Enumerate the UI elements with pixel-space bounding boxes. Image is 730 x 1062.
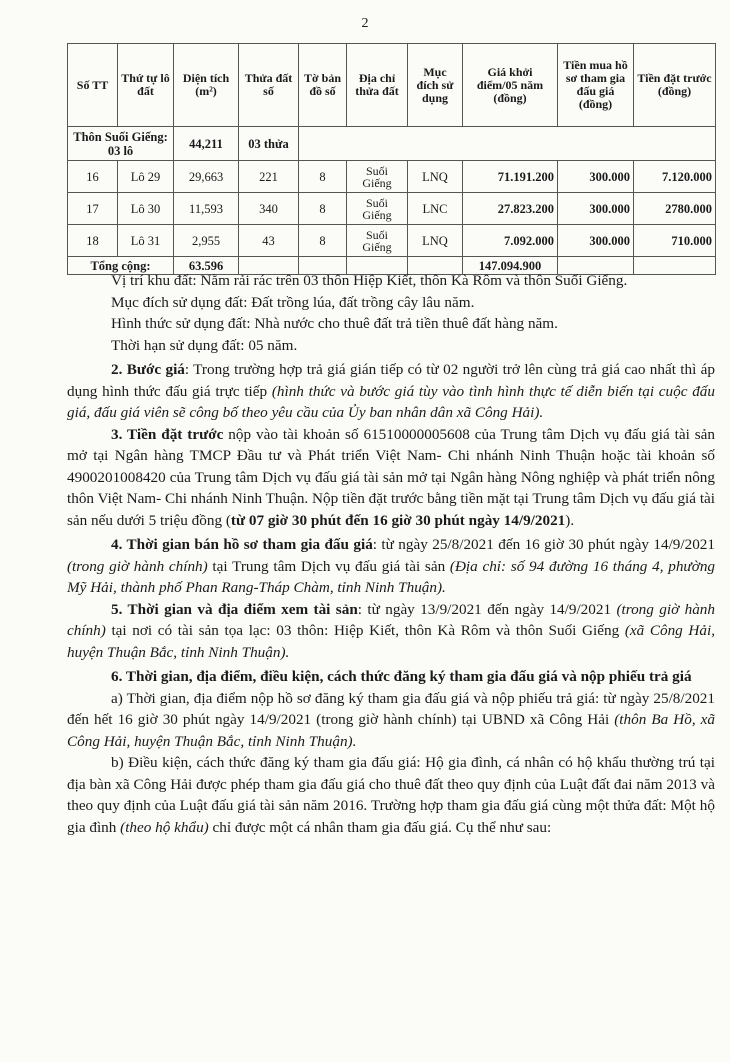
document-body — [67, 270, 715, 838]
table-row — [68, 225, 716, 257]
section-5-italic-1: (trong giờ hành chính) — [67, 600, 715, 639]
auction-table — [67, 43, 716, 275]
table-group-row — [68, 127, 716, 161]
cell-parcel: 221 — [239, 161, 299, 193]
section-2-title: 2. Bước giá — [111, 361, 185, 378]
section-5-text-2: tại nơi có tài sản tọa lạc: 03 thôn: Hiệp Kiết, thôn Kà Rôm và thôn Suối Giếng — [105, 622, 625, 639]
section-3-bold: từ 07 giờ 30 phút đến 16 giờ 30 phút ngày 14/9/2021 — [230, 511, 566, 529]
cell-area: 11,593 — [174, 193, 239, 225]
cell-deposit: 710.000 — [634, 225, 716, 257]
group-empty — [299, 127, 716, 161]
section-3-end: ). — [565, 511, 575, 529]
section-2-text: : Trong trường hợp trả giá gián tiếp có từ 02 người trở lên cùng trả giá cao nhất thì áp dụng hình thức đấu giá trực tiếp — [67, 361, 715, 400]
group-label: Thôn Suối Giếng: 03 lô — [68, 127, 174, 161]
cell-lot: Lô 29 — [118, 161, 174, 193]
cell-fee: 300.000 — [558, 225, 634, 257]
section-5-italic-2: (xã Công Hải, huyện Thuận Bắc, tỉnh Ninh Thuận). — [67, 622, 715, 661]
section-6b-italic: (theo hộ khẩu) — [120, 818, 209, 836]
section-6a — [67, 688, 715, 753]
cell-stt: 17 — [68, 193, 118, 225]
section-4-dossier-sale — [67, 534, 715, 599]
section-4-text-2: tại Trung tâm Dịch vụ đấu giá tài sản — [207, 557, 450, 575]
header-deposit: Tiền đặt trước (đồng) — [634, 44, 716, 127]
page-number: 2 — [361, 16, 369, 31]
header-map-sheet: Tờ bản đồ số — [299, 44, 347, 127]
section-3-title: 3. Tiền đặt trước — [111, 425, 224, 443]
cell-fee: 300.000 — [558, 193, 634, 225]
cell-start-price: 7.092.000 — [463, 225, 558, 257]
section-6b — [67, 752, 715, 838]
section-2-price-step — [67, 359, 715, 424]
header-area: Diện tích (m²) — [174, 44, 239, 127]
cell-address: Suối Giếng — [347, 161, 408, 193]
section-5-title: 5. Thời gian và địa điểm xem tài sản — [111, 600, 358, 618]
cell-purpose: LNC — [408, 193, 463, 225]
cell-area: 2,955 — [174, 225, 239, 257]
section-6-title — [67, 666, 715, 688]
header-purpose: Mục đích sử dụng — [408, 44, 463, 127]
cell-start-price: 27.823.200 — [463, 193, 558, 225]
cell-sheet: 8 — [299, 225, 347, 257]
group-area: 44,211 — [174, 127, 239, 161]
section-6a-italic: (thôn Ba Hồ, xã Công Hải, huyện Thuận Bắc, tỉnh Ninh Thuận). — [67, 711, 716, 750]
section-6-title-text: 6. Thời gian, địa điểm, điều kiện, cách thức đăng ký tham gia đấu giá và nộp phiếu trả giá — [111, 668, 692, 685]
paragraph-location: Vị trí khu đất: Nằm rải rác trên 03 thôn Hiệp Kiết, thôn Kà Rôm và thôn Suối Giếng. — [111, 272, 628, 289]
cell-fee: 300.000 — [558, 161, 634, 193]
header-stt: Số TT — [68, 44, 118, 127]
header-address: Địa chỉ thửa đất — [347, 44, 408, 127]
table-header-row — [68, 44, 716, 127]
section-4-italic-2: (Địa chỉ: số 94 đường 16 tháng 4, phường Mỹ Hải, thành phố Phan Rang-Tháp Chàm, tỉnh Ninh Thuận). — [67, 557, 716, 596]
cell-sheet: 8 — [299, 193, 347, 225]
cell-lot: Lô 31 — [118, 225, 174, 257]
cell-purpose: LNQ — [408, 161, 463, 193]
header-lot-order: Thứ tự lô đất — [118, 44, 174, 127]
section-6b-end: chỉ được một cá nhân tham gia đấu giá. Cụ thể như sau: — [208, 818, 552, 836]
cell-deposit: 2780.000 — [634, 193, 716, 225]
section-6b-text: b) Điều kiện, cách thức đăng ký tham gia đấu giá: Hộ gia đình, cá nhân có hộ khẩu thường trú tại địa bàn xã Công Hải được phép tham gia đấu giá cho thuê đất theo quy định của Luật đất đai năm 2013 và theo quy định của Luật đấu giá tài sản năm 2016. Trường hợp tham gia đấu giá cùng một thửa đất: Một hộ gia đình — [67, 754, 715, 836]
section-2-italic: (hình thức và bước giá tùy vào tình hình thực tế diễn biến tại cuộc đấu giá, đấu giá viên sẽ công bố theo yêu cầu của Ủy ban nhân dân xã Công Hải). — [67, 382, 715, 421]
section-5-viewing — [67, 599, 715, 664]
section-3-deposit — [67, 424, 715, 532]
paragraph-form: Hình thức sử dụng đất: Nhà nước cho thuê đất trả tiền thuê đất hàng năm. — [111, 315, 558, 332]
cell-area: 29,663 — [174, 161, 239, 193]
section-4-italic-1: (trong giờ hành chính) — [67, 557, 208, 575]
total-label: Tổng cộng: — [68, 257, 174, 275]
total-start-price: 147.094.900 — [463, 257, 558, 275]
cell-parcel: 340 — [239, 193, 299, 225]
cell-stt: 18 — [68, 225, 118, 257]
header-parcel: Thửa đất số — [239, 44, 299, 127]
section-5-text: : từ ngày 13/9/2021 đến ngày 14/9/2021 — [357, 600, 617, 618]
header-dossier-fee: Tiền mua hồ sơ tham gia đấu giá (đồng) — [558, 44, 634, 127]
cell-address: Suối Giếng — [347, 225, 408, 257]
section-4-text: : từ ngày 25/8/2021 đến 16 giờ 30 phút ngày 14/9/2021 — [372, 536, 715, 553]
paragraph-term: Thời hạn sử dụng đất: 05 năm. — [111, 336, 298, 354]
cell-deposit: 7.120.000 — [634, 161, 716, 193]
section-6a-text: a) Thời gian, địa điểm nộp hồ sơ đăng ký tham gia đấu giá và nộp phiếu trả giá: từ ngày 25/8/2021 đến hết 16 giờ 30 phút ngày 14/9/2021 (trong giờ hành chính) tại UBND xã Công Hải — [67, 689, 715, 728]
cell-sheet: 8 — [299, 161, 347, 193]
cell-address: Suối Giếng — [347, 193, 408, 225]
cell-parcel: 43 — [239, 225, 299, 257]
header-start-price: Giá khởi điểm/05 năm (đồng) — [463, 44, 558, 127]
cell-purpose: LNQ — [408, 225, 463, 257]
table-row — [68, 193, 716, 225]
paragraph-purpose: Mục đích sử dụng đất: Đất trồng lúa, đất trồng cây lâu năm. — [111, 293, 475, 311]
cell-stt: 16 — [68, 161, 118, 193]
table-row — [68, 161, 716, 193]
group-parcels: 03 thửa — [239, 127, 299, 161]
cell-start-price: 71.191.200 — [463, 161, 558, 193]
total-area: 63.596 — [174, 257, 239, 275]
cell-lot: Lô 30 — [118, 193, 174, 225]
section-3-text: nộp vào tài khoản số 61510000005608 của Trung tâm Dịch vụ đấu giá tài sản mở tại Ngân hàng TMCP Đầu tư và Phát triển Việt Nam- Chi nhánh Ninh Thuận hoặc tài khoản số 4900201008420 của Trung tâm Dịch vụ đấu giá tài sản mở tại Ngân hàng Nông nghiệp và phát triển nông thôn Việt Nam- Chi nhánh Ninh Thuận. Nộp tiền đặt trước bằng tiền mặt tại Trung tâm Dịch vụ đấu giá tài sản nếu dưới 5 triệu đồng ( — [67, 425, 715, 529]
section-4-title: 4. Thời gian bán hồ sơ tham gia đấu giá — [111, 536, 373, 553]
